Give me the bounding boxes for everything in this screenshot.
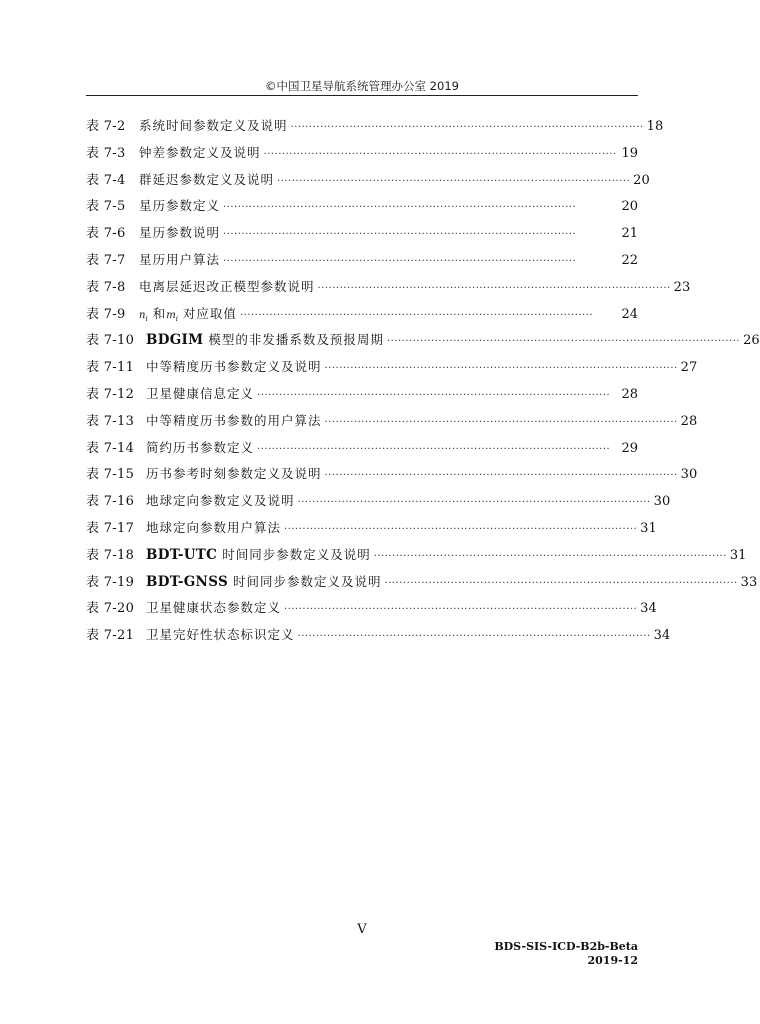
toc-entry-page: 22 [621,252,638,268]
toc-entry-title: 地球定向参数定义及说明 [146,493,295,509]
toc-entry-number: 表 7-17 [86,520,135,536]
toc-entry[interactable] [86,223,638,250]
toc-entry-title: 钟差参数定义及说明 [139,144,261,160]
toc-entry-title: 星历参数说明 [139,225,221,241]
toc-leader-dots: ································································································ [317,282,671,294]
toc-entry-title: 地球定向参数用户算法 [146,519,282,535]
toc-leader-dots: ································································································ [223,229,577,241]
toc-entry[interactable] [86,196,638,223]
toc-leader-dots: ································································································ [384,577,738,589]
page-header: ©中国卫星导航系统管理办公室 2019 [265,79,459,93]
toc-entry-title: 星历参数定义 [139,198,221,214]
toc-entry[interactable] [86,518,657,545]
toc-entry[interactable] [86,304,638,331]
document-code: BDS-SIS-ICD-B2b-Beta [494,940,638,953]
toc-entry-page: 18 [646,119,664,134]
toc-entry-number: 表 7-9 [86,306,126,322]
symbol-n-i: $n_i$ [139,309,148,323]
toc-leader-dots: ································································································ [324,470,678,482]
toc-leader-dots: ································································································ [284,523,638,535]
toc-entry-number: 表 7-13 [86,413,135,429]
toc-entry-page: 34 [640,601,657,617]
toc-leader-dots: ································································································ [277,175,631,187]
table-of-tables [86,116,760,652]
header-rule [86,95,638,96]
toc-entry[interactable] [86,598,657,625]
toc-entry[interactable] [86,625,671,652]
page-number: V [357,922,367,937]
toc-entry-title: BDGIM 模型的非发播系数及预报周期 [146,332,384,349]
document-date: 2019-12 [587,954,638,967]
toc-entry-title: 卫星健康信息定义 [146,385,255,401]
toc-entry-number: 表 7-21 [86,628,135,644]
toc-leader-dots: ································································································ [223,202,577,214]
toc-entry[interactable] [86,330,760,357]
toc-entry-number: 表 7-6 [86,226,126,242]
toc-entry-page: 20 [621,199,638,215]
toc-entry-page: 28 [621,386,638,402]
toc-entry-page: 33 [740,574,758,590]
document-id [494,940,638,968]
toc-entry[interactable] [86,411,698,438]
toc-entry-number: 表 7-19 [86,574,135,590]
toc-entry-page: 23 [673,279,691,295]
toc-leader-dots: ································································································ [223,255,577,267]
toc-leader-dots: ································································································ [257,389,611,401]
toc-entry-title: 卫星完好性状态标识定义 [146,627,295,643]
toc-entry[interactable] [86,384,638,411]
toc-entry-title: 群延迟参数定义及说明 [139,171,275,187]
toc-entry-number: 表 7-16 [86,494,135,510]
toc-entry-number: 表 7-15 [86,467,135,483]
toc-entry-page: 31 [729,547,747,563]
toc-entry-number: 表 7-2 [86,119,126,134]
toc-entry-title: 星历用户算法 [139,251,221,267]
toc-entry-number: 表 7-3 [86,145,126,161]
toc-entry-title: 系统时间参数定义及说明 [139,118,288,133]
toc-entry-title: 简约历书参数定义 [146,439,255,455]
toc-entry-number: 表 7-4 [86,172,126,188]
toc-entry-page: 30 [680,467,698,483]
toc-leader-dots: ································································································ [290,122,644,133]
toc-leader-dots: ································································································ [297,631,651,643]
toc-entry-page: 30 [653,494,671,510]
toc-entry[interactable] [86,545,747,572]
toc-entry-number: 表 7-18 [86,547,135,563]
toc-entry-title: 中等精度历书参数的用户算法 [146,412,322,428]
symbol-m-i: $m_i$ [166,309,178,323]
toc-entry-page: 29 [621,440,638,456]
toc-entry-number: 表 7-8 [86,279,126,295]
toc-entry-number: 表 7-14 [86,440,135,456]
toc-entry[interactable] [86,572,758,599]
toc-leader-dots: ································································································ [324,363,678,375]
toc-entry-number: 表 7-12 [86,386,135,402]
toc-entry-number: 表 7-11 [86,360,135,376]
toc-entry[interactable] [86,438,638,465]
toc-entry-title: 卫星健康状态参数定义 [146,600,282,616]
toc-leader-dots: ································································································ [257,443,611,455]
toc-leader-dots: ································································································ [386,336,741,348]
toc-entry-page: 20 [633,172,650,188]
toc-entry-title: BDT-UTC 时间同步参数定义及说明 [146,546,371,563]
toc-entry[interactable] [86,357,698,384]
toc-leader-dots: ································································································ [284,604,638,616]
toc-entry[interactable] [86,464,698,491]
toc-entry[interactable] [86,491,671,518]
toc-entry-title: 中等精度历书参数定义及说明 [146,359,322,375]
toc-entry[interactable] [86,250,638,277]
toc-leader-dots: ································································································ [373,550,727,562]
toc-entry[interactable] [86,170,650,197]
toc-entry-title: 电离层延迟改正模型参数说明 [139,278,315,294]
toc-leader-dots: ································································································ [239,309,594,321]
toc-entry-title: $n_i$ 和$m_i$ 对应取值 [139,305,237,323]
toc-entry-title: 历书参考时刻参数定义及说明 [146,466,322,482]
toc-entry-number: 表 7-7 [86,252,126,268]
toc-entry-page: 26 [743,333,760,349]
toc-entry-number: 表 7-5 [86,199,126,215]
toc-entry[interactable] [86,277,691,304]
toc-entry-page: 21 [621,226,638,242]
toc-entry-page: 28 [680,413,698,429]
toc-leader-dots: ································································································ [297,497,651,509]
toc-entry-number: 表 7-10 [86,333,135,349]
toc-entry[interactable] [86,143,638,170]
toc-entry[interactable] [86,116,664,143]
toc-entry-page: 27 [680,360,698,376]
toc-entry-number: 表 7-20 [86,601,135,617]
toc-entry-title: BDT-GNSS 时间同步参数定义及说明 [146,573,382,590]
toc-entry-page: 31 [640,520,657,536]
toc-leader-dots: ································································································ [324,416,678,428]
toc-entry-page: 34 [653,628,671,644]
toc-entry-page: 19 [621,145,638,161]
toc-entry-page: 24 [621,306,638,322]
toc-leader-dots: ································································································ [263,148,617,160]
